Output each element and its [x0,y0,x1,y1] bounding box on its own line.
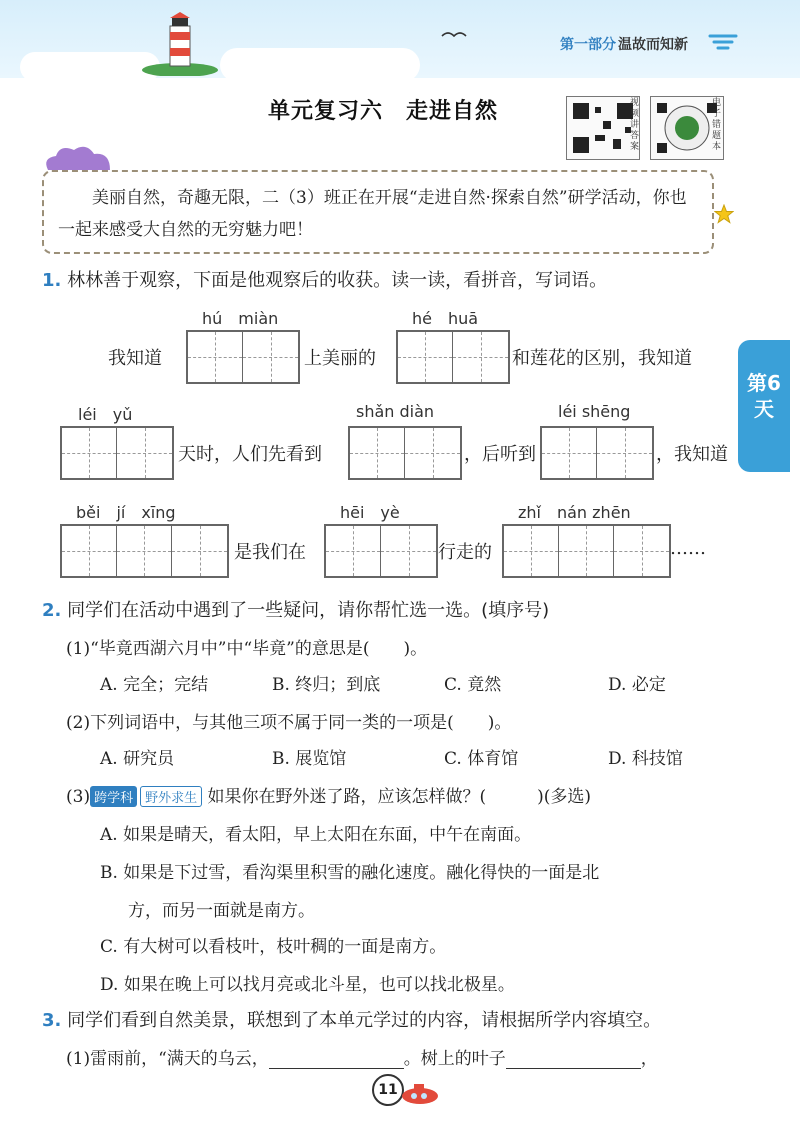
q2-sub2-stem: (2)下列词语中，与其他三项不属于同一类的一项是( )。 [66,713,512,733]
q2-prompt-text: 同学们在活动中遇到了一些疑问，请你帮忙选一选。(填序号) [67,600,550,621]
q1-row1-text-b: 上美丽的 [304,348,376,369]
unit-title: 单元复习六 走进自然 [268,98,499,124]
page-number: 11 [372,1074,404,1106]
q2-sub3-option-b-cont: 方，而另一面就是南方。 [128,901,315,921]
q2-prompt [42,596,549,622]
q1-writing-grid[interactable] [60,524,229,578]
q2-sub3-stem-text: 如果你在野外迷了路，应该怎样做？( )(多选) [207,787,592,807]
q1-writing-grid[interactable] [60,426,174,480]
q1-writing-grid[interactable] [540,426,654,480]
q1-row2-pinyin-c: léi shēng [558,402,631,421]
cloud-icon [40,142,120,172]
q3-prompt-text: 同学们看到自然美景，联想到了本单元学过的内容，请根据所学内容填空。 [67,1010,662,1031]
q1-row1-text-c: 和莲花的区别，我知道 [512,348,692,369]
q2-sub3-option-c[interactable]: C. 有大树可以看枝叶，枝叶稠的一面是南方。 [100,937,447,957]
q1-writing-grid[interactable] [348,426,462,480]
q2-sub1-stem: (1)“毕竟西湖六月中”中“毕竟”的意思是( )。 [66,639,428,659]
q2-sub1-option-d[interactable]: D. 必定 [608,675,666,695]
q2-sub1-option-c[interactable]: C. 竟然 [444,675,502,695]
cloud-decoration [220,48,420,82]
q1-row1-text-a: 我知道 [108,348,162,369]
q2-sub2-option-a[interactable]: A. 研究员 [100,749,175,769]
q1-prompt-text: 林林善于观察，下面是他观察后的收获。读一读，看拼音，写词语。 [67,270,608,291]
q1-writing-grid[interactable] [324,524,438,578]
q1-writing-grid[interactable] [186,330,300,384]
q3-sub1-text-c: ， [640,1049,658,1069]
q2-sub2-option-c[interactable]: C. 体育馆 [444,749,519,769]
tab-day-6[interactable]: 第6天 [738,340,790,472]
survival-badge: 野外求生 [140,786,202,807]
q2-sub3-stem [66,782,591,807]
q3-sub1-text-b: 。树上的叶子 [403,1049,506,1069]
q1-row2-text-b: ，后听到 [464,444,536,465]
q1-row3-text-c: …… [670,538,706,559]
q2-sub2-option-b[interactable]: B. 展览馆 [272,749,347,769]
q2-number: 2. [42,600,62,621]
book-icon [708,30,738,50]
q1-row2-text-c: ，我知道 [656,444,728,465]
q1-row3-pinyin-a: běi jí xīng [76,503,176,522]
section-label: 第一部分 [560,37,616,53]
q1-row3-pinyin-c: zhǐ nán zhēn [518,503,631,522]
star-icon [714,204,734,224]
q2-sub3-option-a[interactable]: A. 如果是晴天，看太阳，早上太阳在东面，中午在南面。 [100,825,532,845]
cross-subject-badge: 跨学科 [90,786,137,807]
section-title: 温故而知新 [618,37,688,53]
q1-prompt [42,266,607,292]
intro-text: 美丽自然，奇趣无限，二（3）班正在开展“走进自然·探索自然”研学活动，你也一起来感受大自然的无穷魅力吧！ [58,188,687,240]
qr-label-errorbook: 电子错题本 [712,98,722,152]
q2-sub1-option-b[interactable]: B. 终归；到底 [272,675,381,695]
fill-blank[interactable] [269,1050,404,1069]
bird-icon [440,26,470,46]
q1-row3-pinyin-b: hēi yè [340,503,400,522]
q1-writing-grid[interactable] [396,330,510,384]
cloud-decoration [20,52,160,82]
q3-sub1 [66,1044,658,1069]
lighthouse-icon [140,12,220,76]
q1-writing-grid[interactable] [502,524,671,578]
q2-sub1-option-a[interactable]: A. 完全；完结 [100,675,209,695]
q2-sub3-number: (3) [66,787,91,807]
q2-sub3-option-b[interactable]: B. 如果是下过雪，看沟渠里积雪的融化速度。融化得快的一面是北 [100,863,600,883]
q3-number: 3. [42,1010,62,1031]
q1-row1-pinyin-a: hú miàn [202,309,279,328]
q2-sub3-option-d[interactable]: D. 如果在晚上可以找月亮或北斗星，也可以找北极星。 [100,975,515,995]
q1-row3-text-a: 是我们在 [234,542,306,563]
q1-row2-text-a: 天时，人们先看到 [178,444,322,465]
q1-number: 1. [42,270,62,291]
q3-sub1-text-a: (1)雷雨前，“满天的乌云， [66,1049,269,1069]
q1-row2-pinyin-b: shǎn diàn [356,402,435,421]
q1-row3-text-b: 行走的 [438,542,492,563]
q2-sub2-option-d[interactable]: D. 科技馆 [608,749,683,769]
fill-blank[interactable] [506,1050,641,1069]
q3-prompt [42,1006,661,1032]
qr-code-video[interactable] [566,96,640,160]
q1-row2-pinyin-a: léi yǔ [78,405,133,424]
submarine-icon [398,1080,442,1106]
qr-label-video: 视频讲答案 [630,98,640,152]
q1-row1-pinyin-b: hé huā [412,309,479,328]
